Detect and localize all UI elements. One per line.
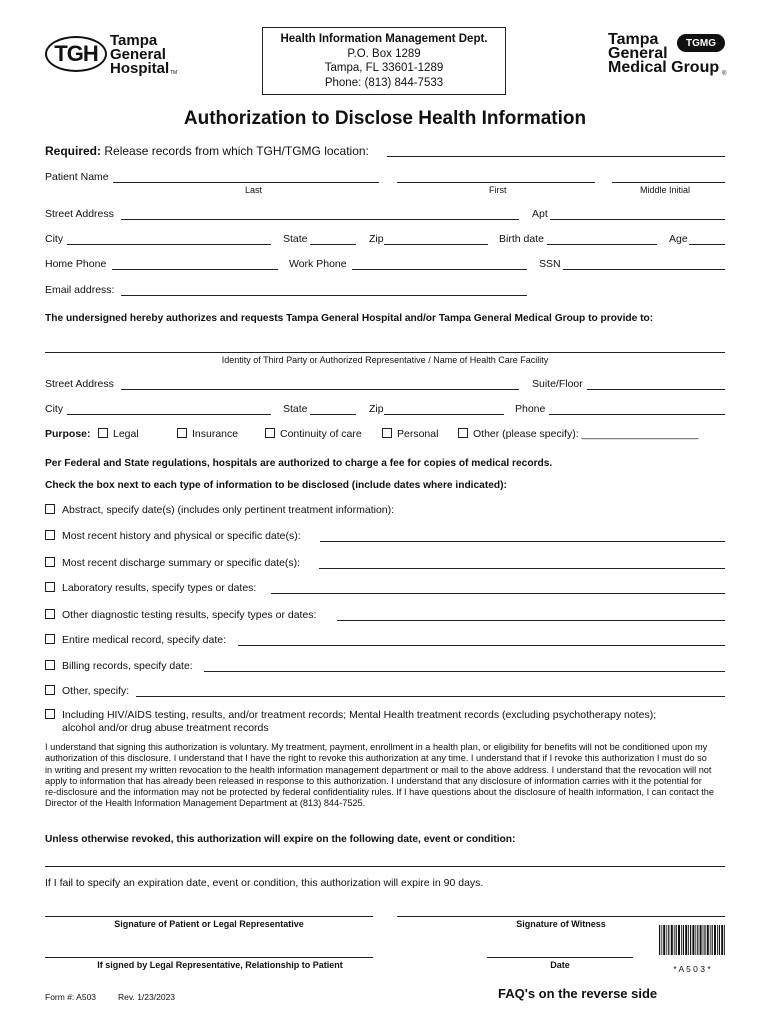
tp-city-label: City bbox=[45, 403, 64, 415]
purpose-personal-checkbox[interactable] bbox=[382, 428, 392, 438]
lab-results-field[interactable] bbox=[271, 593, 725, 594]
apt-label: Apt bbox=[532, 208, 548, 220]
purpose-label: Purpose: bbox=[45, 428, 91, 440]
tp-suite-label: Suite/Floor bbox=[532, 378, 583, 390]
address-box bbox=[262, 27, 506, 95]
purpose-continuity-checkbox[interactable] bbox=[265, 428, 275, 438]
diagnostic-results-field[interactable] bbox=[337, 620, 725, 621]
home-phone-field[interactable] bbox=[112, 269, 278, 270]
tgh-logo-text bbox=[110, 34, 169, 76]
barcode-text: * A 5 0 3 * bbox=[673, 964, 711, 974]
home-phone-label: Home Phone bbox=[45, 258, 107, 270]
tgh-logo-line2: General bbox=[110, 46, 166, 63]
billing-records-label: Billing records, specify date: bbox=[62, 660, 193, 672]
billing-records-field[interactable] bbox=[204, 671, 725, 672]
tgmg-badge: TGMG bbox=[677, 34, 725, 52]
check-instruction: Check the box next to each type of information to be disclosed (include dates where indicated): bbox=[45, 480, 507, 491]
tp-street-field[interactable] bbox=[121, 389, 519, 390]
street-address-label: Street Address bbox=[45, 208, 114, 220]
dept-name: Health Information Management Dept. bbox=[280, 33, 488, 45]
tp-city-field[interactable] bbox=[67, 414, 271, 415]
expire-default: If I fail to specify an expiration date, event or condition, this authorization will expire in 90 days. bbox=[45, 877, 484, 889]
date-caption: Date bbox=[550, 960, 570, 970]
email-label: Email address: bbox=[45, 284, 115, 296]
city-state-zip: Tampa, FL 33601-1289 bbox=[324, 62, 444, 74]
patient-signature-field[interactable] bbox=[45, 916, 373, 917]
lab-results-label: Laboratory results, specify types or dates: bbox=[62, 582, 257, 594]
fee-notice: Per Federal and State regulations, hospitals are authorized to charge a fee for copies of medical records. bbox=[45, 458, 553, 469]
page-title: Authorization to Disclose Health Information bbox=[183, 108, 587, 129]
street-address-field[interactable] bbox=[121, 219, 519, 220]
email-field[interactable] bbox=[121, 295, 527, 296]
age-label: Age bbox=[669, 233, 688, 245]
birth-date-field[interactable] bbox=[547, 244, 657, 245]
expire-heading: Unless otherwise revoked, this authorization will expire on the following date, event or condition: bbox=[45, 834, 516, 845]
patient-last-name-field[interactable] bbox=[113, 182, 379, 183]
history-physical-label: Most recent history and physical or specific date(s): bbox=[62, 530, 301, 542]
tgh-logo-line1: Tampa bbox=[110, 32, 158, 49]
discharge-summary-checkbox[interactable] bbox=[45, 557, 55, 567]
patient-middle-initial-field[interactable] bbox=[612, 182, 725, 183]
patient-signature-caption: Signature of Patient or Legal Representative bbox=[114, 919, 304, 929]
voluntary-authorization-paragraph: I understand that signing this authorization is voluntary. My treatment, payment, enrollment in a health plan, or eligibility for benefits will not be conditioned upon my authorization of this disclosure. I understand that I have the right to revoke this authorization at any time. I understand that if I revoke this authorization I must do so in writing and present my written revocation to the health information management department or mail to the above address. I understand that the revocation will not apply to information that has already been released in response to this authorization. I understand that any disclosure of information carries with it the potential for re-disclosure and the information may not be protected by federal confidentiality rules. If I have questions about the disclosure of health information, I can contact the Director of the Health Information Management Department at (813) 844-7525. bbox=[45, 742, 715, 809]
form-number: Form #: A503 bbox=[45, 992, 97, 1002]
purpose-insurance-label: Insurance bbox=[192, 428, 239, 440]
purpose-legal-label: Legal bbox=[113, 428, 139, 440]
zip-field[interactable] bbox=[384, 244, 488, 245]
tgmg-logo-line2: General bbox=[608, 45, 668, 62]
discharge-summary-label: Most recent discharge summary or specific date(s): bbox=[62, 557, 301, 569]
required-text: Release records from which TGH/TGMG location: bbox=[104, 144, 369, 158]
state-field[interactable] bbox=[310, 244, 356, 245]
patient-first-name-field[interactable] bbox=[397, 182, 595, 183]
faq-note: FAQ's on the reverse side bbox=[498, 986, 658, 1001]
hiv-line-2: alcohol and/or drug abuse treatment records bbox=[62, 722, 269, 734]
ssn-label: SSN bbox=[539, 258, 561, 270]
expiration-field[interactable] bbox=[45, 866, 725, 867]
state-label: State bbox=[283, 233, 308, 245]
required-row bbox=[45, 145, 369, 157]
witness-signature-caption: Signature of Witness bbox=[516, 919, 606, 929]
billing-records-checkbox[interactable] bbox=[45, 660, 55, 670]
tgh-logo-mark: TGH bbox=[45, 36, 107, 72]
history-physical-checkbox[interactable] bbox=[45, 530, 55, 540]
other-info-checkbox[interactable] bbox=[45, 685, 55, 695]
work-phone-label: Work Phone bbox=[289, 258, 347, 270]
lab-results-checkbox[interactable] bbox=[45, 582, 55, 592]
tp-phone-field[interactable] bbox=[549, 414, 725, 415]
tp-state-label: State bbox=[283, 403, 308, 415]
witness-signature-field[interactable] bbox=[397, 916, 725, 917]
tp-zip-label: Zip bbox=[369, 403, 384, 415]
location-field[interactable] bbox=[387, 156, 725, 157]
purpose-personal-label: Personal bbox=[397, 428, 439, 440]
abstract-checkbox[interactable] bbox=[45, 504, 55, 514]
other-info-label: Other, specify: bbox=[62, 685, 130, 697]
history-physical-field[interactable] bbox=[320, 541, 725, 542]
middle-initial-caption: Middle Initial bbox=[640, 185, 691, 195]
authorize-statement: The undersigned hereby authorizes and requests Tampa General Hospital and/or Tampa General Medical Group to provide to: bbox=[45, 313, 654, 324]
purpose-insurance-checkbox[interactable] bbox=[177, 428, 187, 438]
other-info-field[interactable] bbox=[136, 696, 725, 697]
zip-label: Zip bbox=[369, 233, 384, 245]
tgh-logo-line3: Hospital bbox=[110, 60, 170, 77]
tgmg-logo-line1: Tampa bbox=[608, 31, 659, 48]
apt-field[interactable] bbox=[550, 219, 725, 220]
tp-street-label: Street Address bbox=[45, 378, 114, 390]
city-label: City bbox=[45, 233, 64, 245]
tgh-trademark: TM bbox=[170, 70, 178, 76]
po-box: P.O. Box 1289 bbox=[347, 47, 421, 60]
purpose-continuity-label: Continuity of care bbox=[280, 428, 362, 440]
revision-date: Rev. 1/23/2023 bbox=[118, 992, 176, 1002]
entire-record-label: Entire medical record, specify date: bbox=[62, 634, 226, 646]
tp-state-field[interactable] bbox=[310, 414, 356, 415]
third-party-name-field[interactable] bbox=[45, 352, 725, 353]
first-caption: First bbox=[489, 185, 507, 195]
purpose-other-label: Other (please specify): ____________________ bbox=[473, 428, 699, 440]
tp-zip-field[interactable] bbox=[384, 414, 504, 415]
purpose-legal-checkbox[interactable] bbox=[98, 428, 108, 438]
age-field[interactable] bbox=[689, 244, 725, 245]
dept-phone: Phone: (813) 844-7533 bbox=[324, 76, 444, 89]
tgmg-logo-line3: Medical Group bbox=[608, 59, 720, 76]
discharge-summary-field[interactable] bbox=[319, 568, 725, 569]
abstract-label: Abstract, specify date(s) (includes only pertinent treatment information): bbox=[62, 504, 395, 516]
city-field[interactable] bbox=[67, 244, 271, 245]
last-caption: Last bbox=[245, 185, 263, 195]
barcode bbox=[659, 925, 725, 963]
work-phone-field[interactable] bbox=[352, 269, 527, 270]
entire-record-field[interactable] bbox=[238, 645, 725, 646]
hiv-line-1: Including HIV/AIDS testing, results, and/or treatment records; Mental Health treatment records (excluding psychotherapy notes); bbox=[62, 709, 657, 721]
diagnostic-results-label: Other diagnostic testing results, specify types or dates: bbox=[62, 609, 317, 621]
relationship-field[interactable] bbox=[45, 957, 373, 958]
patient-name-label: Patient Name bbox=[45, 171, 109, 183]
tp-phone-label: Phone bbox=[515, 403, 546, 415]
required-label: Required: bbox=[45, 144, 102, 158]
relationship-caption: If signed by Legal Representative, Relationship to Patient bbox=[97, 960, 343, 970]
hiv-mental-health-checkbox[interactable] bbox=[45, 709, 55, 719]
tp-suite-field[interactable] bbox=[587, 389, 725, 390]
entire-record-checkbox[interactable] bbox=[45, 634, 55, 644]
tgmg-registered-mark: ® bbox=[722, 71, 727, 77]
date-field[interactable] bbox=[487, 957, 633, 958]
purpose-other-checkbox[interactable] bbox=[458, 428, 468, 438]
ssn-field[interactable] bbox=[563, 269, 725, 270]
diagnostic-results-checkbox[interactable] bbox=[45, 609, 55, 619]
birth-date-label: Birth date bbox=[499, 233, 544, 245]
third-party-caption: Identity of Third Party or Authorized Representative / Name of Health Care Facility bbox=[221, 355, 549, 365]
